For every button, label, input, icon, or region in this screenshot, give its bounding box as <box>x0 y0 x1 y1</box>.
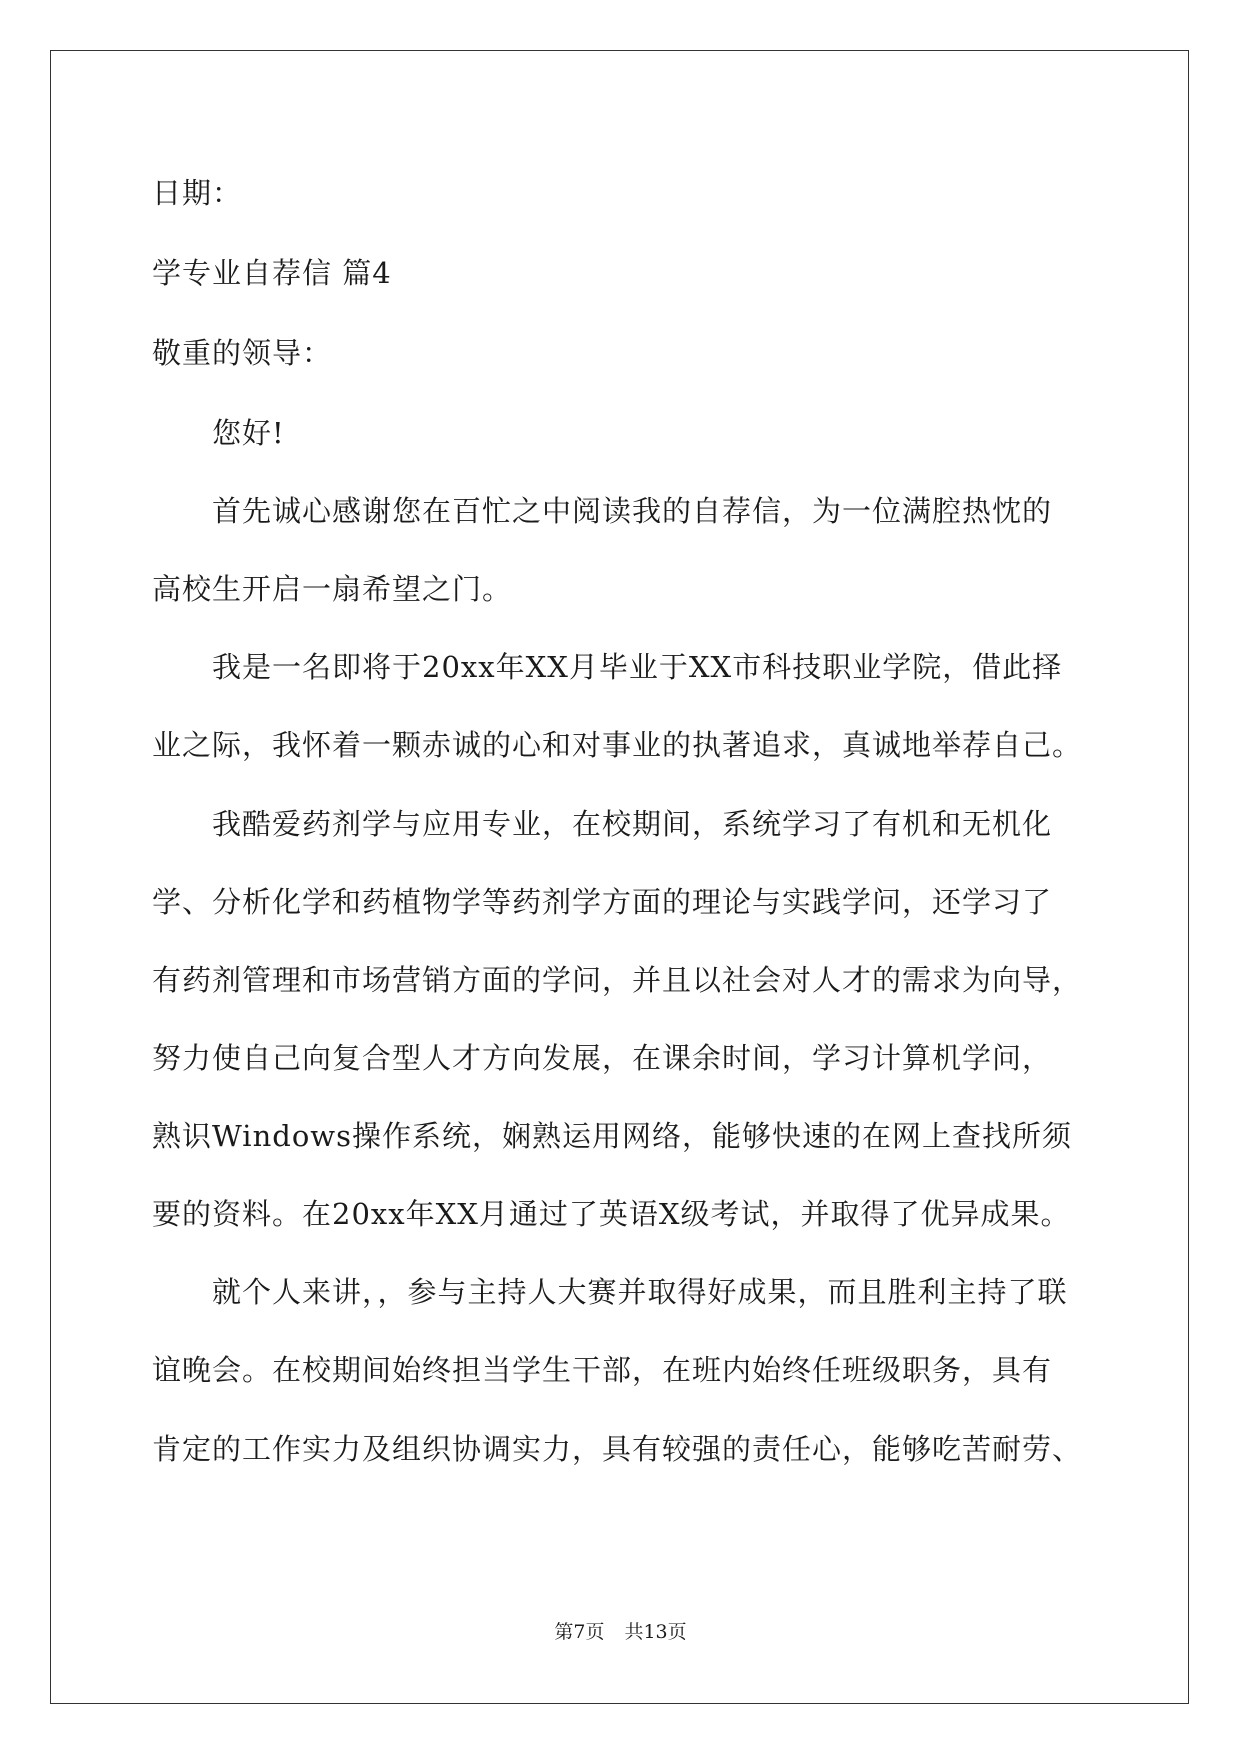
body-line: 谊晚会。在校期间始终担当学生干部，在班内始终任班级职务，具有 <box>152 1353 1053 1387</box>
body-line: 熟识Windows操作系统，娴熟运用网络，能够快速的在网上查找所须 <box>152 1119 1072 1153</box>
body-line: 高校生开启一扇希望之门。 <box>152 572 513 606</box>
page-total: 共13页 <box>624 1621 687 1643</box>
body-line: 我酷爱药剂学与应用专业，在校期间，系统学习了有机和无机化 <box>152 807 1053 841</box>
greeting: 您好! <box>152 416 285 450</box>
page-number: 第7页 <box>554 1621 605 1643</box>
body-line: 学、分析化学和药植物学等药剂学方面的理论与实践学问，还学习了 <box>152 885 1053 919</box>
body-line: 首先诚心感谢您在百忙之中阅读我的自荐信，为一位满腔热忱的 <box>152 494 1053 528</box>
date-label: 日期： <box>152 176 243 210</box>
body-line: 有药剂管理和市场营销方面的学问，并且以社会对人才的需求为向导， <box>152 963 1083 997</box>
body-line: 业之际，我怀着一颗赤诚的心和对事业的执著追求，真诚地举荐自己。 <box>152 728 1083 762</box>
salutation: 敬重的领导： <box>152 336 333 370</box>
letter-title: 学专业自荐信 篇4 <box>152 256 392 290</box>
body-line: 我是一名即将于20xx年XX月毕业于XX市科技职业学院，借此择 <box>152 650 1063 684</box>
body-line: 要的资料。在20xx年XX月通过了英语X级考试，并取得了优异成果。 <box>152 1197 1071 1231</box>
body-line: 努力使自己向复合型人才方向发展，在课余时间，学习计算机学问， <box>152 1041 1053 1075</box>
page-footer <box>0 1620 1241 1644</box>
body-line: 肯定的工作实力及组织协调实力，具有较强的责任心，能够吃苦耐劳、 <box>152 1432 1083 1466</box>
body-line: 就个人来讲，，参与主持人大赛并取得好成果，而且胜利主持了联 <box>152 1275 1068 1309</box>
